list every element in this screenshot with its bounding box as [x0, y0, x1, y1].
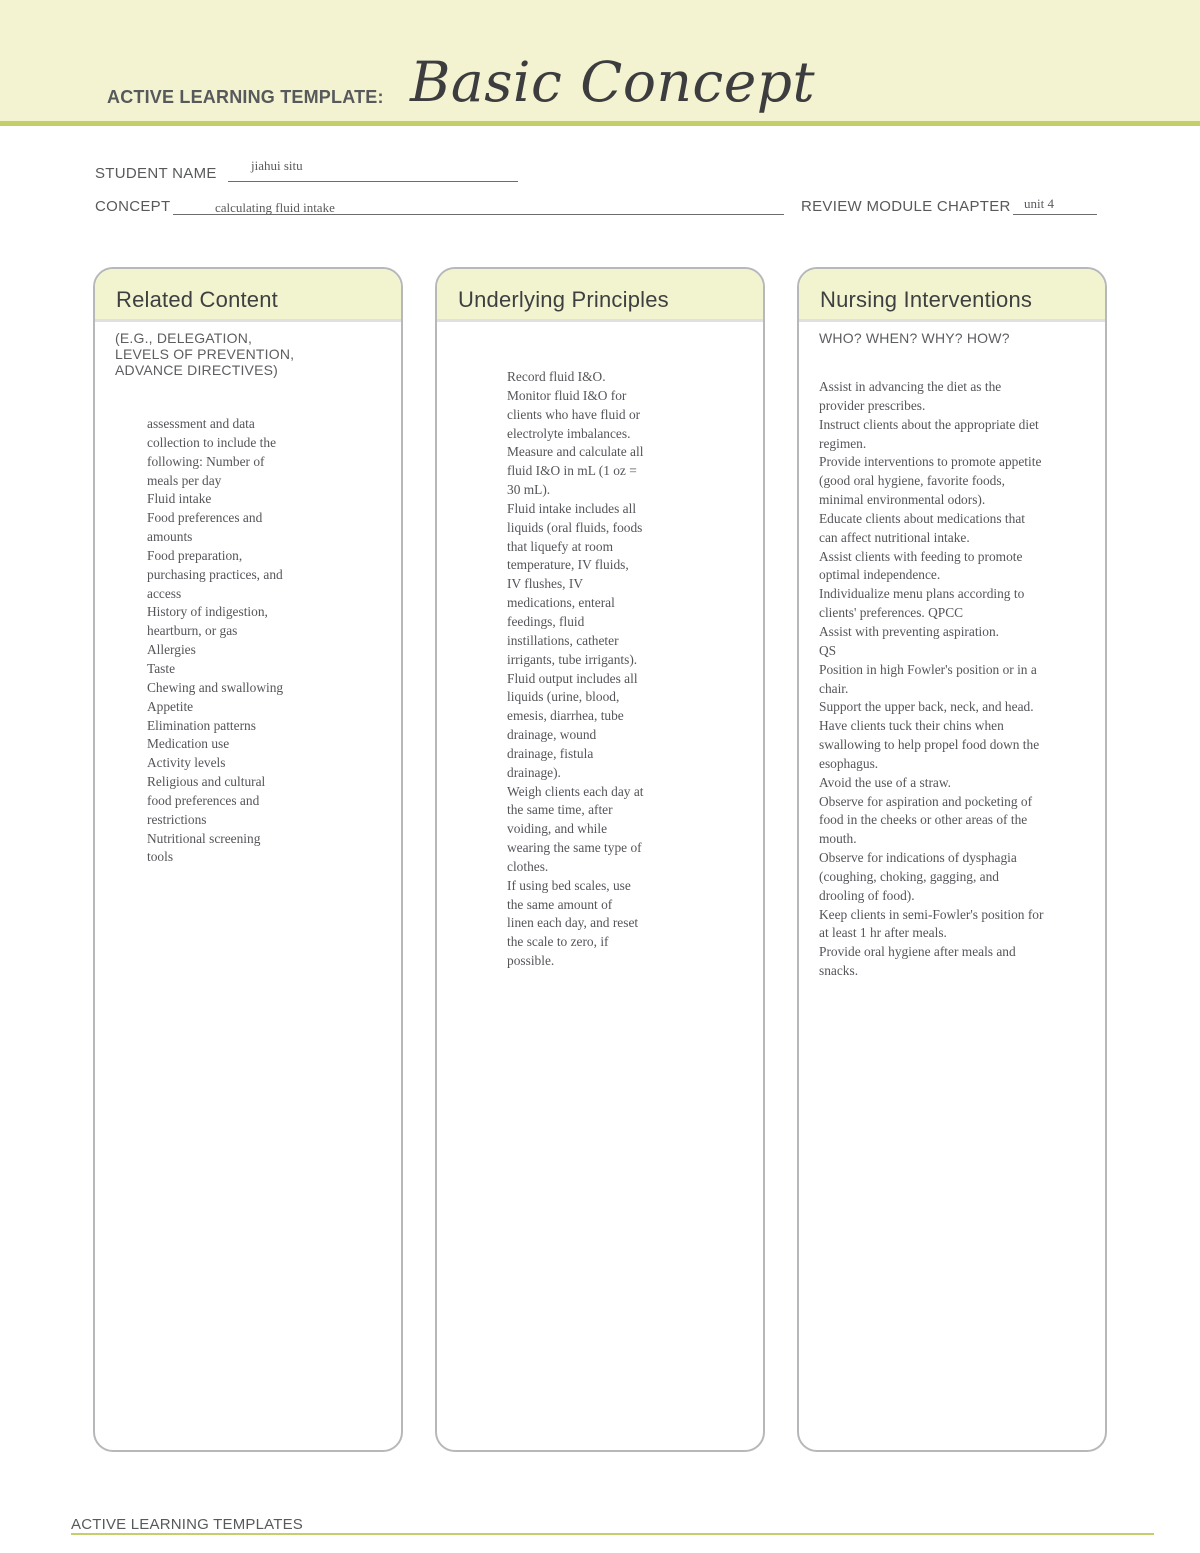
- text-line: esophagus.: [819, 755, 879, 771]
- text-line: emesis, diarrhea, tube: [507, 708, 624, 724]
- text-line: instillations, catheter: [507, 632, 619, 648]
- text-line: clothes.: [507, 858, 549, 874]
- related-content-text[interactable]: [147, 415, 283, 867]
- text-line: tools: [147, 849, 174, 865]
- text-line: Provide oral hygiene after meals and: [819, 944, 1016, 960]
- text-line: liquids (urine, blood,: [507, 689, 620, 705]
- text-line: Religious and cultural: [147, 774, 266, 790]
- text-line: meals per day: [147, 472, 222, 488]
- text-line: mouth.: [819, 831, 857, 847]
- concept-label: CONCEPT: [95, 198, 171, 215]
- text-line: Weigh clients each day at: [507, 783, 644, 799]
- text-line: Fluid output includes all: [507, 670, 638, 686]
- text-line: swallowing to help propel food down the: [819, 737, 1040, 753]
- text-line: Observe for indications of dysphagia: [819, 850, 1017, 866]
- text-line: Educate clients about medications that: [819, 510, 1025, 526]
- text-line: purchasing practices, and: [147, 566, 283, 582]
- text-line: liquids (oral fluids, foods: [507, 519, 643, 535]
- text-line: Assist in advancing the diet as the: [819, 379, 1002, 394]
- text-line: Assist with preventing aspiration.: [819, 623, 1000, 639]
- text-line: drooling of food).: [819, 887, 915, 903]
- text-line: clients who have fluid or: [507, 406, 641, 422]
- text-line: Assist clients with feeding to promote: [819, 548, 1023, 564]
- text-line: IV flushes, IV: [507, 576, 583, 592]
- text-line: Allergies: [147, 642, 196, 658]
- text-line: drainage, fistula: [507, 745, 594, 761]
- text-line: Individualize menu plans according to: [819, 586, 1025, 602]
- text-line: food in the cheeks or other areas of the: [819, 812, 1028, 828]
- text-line: Chewing and swallowing: [147, 679, 284, 695]
- text-line: restrictions: [147, 811, 207, 827]
- nursing-interventions-subtitle: WHO? WHEN? WHY? HOW?: [819, 330, 1010, 346]
- text-line: (good oral hygiene, favorite foods,: [819, 473, 1005, 489]
- underlying-principles-text[interactable]: [507, 368, 644, 971]
- text-line: If using bed scales, use: [507, 877, 631, 893]
- header-rule: [0, 121, 1200, 126]
- text-line: possible.: [507, 953, 555, 969]
- nursing-interventions-header: [799, 269, 1105, 322]
- text-line: drainage).: [507, 764, 561, 780]
- text-line: Fluid intake includes all: [507, 500, 637, 516]
- text-line: (coughing, choking, gagging, and: [819, 868, 999, 884]
- text-line: can affect nutritional intake.: [819, 529, 970, 545]
- text-line: Food preferences and: [147, 510, 263, 526]
- text-line: optimal independence.: [819, 567, 941, 583]
- related-content-panel: [93, 267, 403, 1452]
- text-line: provider prescribes.: [819, 397, 926, 413]
- text-line: the same amount of: [507, 896, 613, 912]
- text-line: food preferences and: [147, 792, 260, 808]
- text-line: Medication use: [147, 736, 230, 752]
- text-line: Position in high Fowler's position or in a: [819, 661, 1037, 677]
- text-line: electrolyte imbalances.: [507, 425, 631, 441]
- text-line: temperature, IV fluids,: [507, 557, 629, 573]
- text-line: following: Number of: [147, 453, 265, 469]
- student-name-line: [228, 181, 518, 182]
- text-line: Provide interventions to promote appetite: [819, 454, 1042, 470]
- text-line: snacks.: [819, 963, 859, 979]
- text-line: Measure and calculate all: [507, 444, 644, 460]
- related-content-header: [95, 269, 401, 322]
- text-line: Instruct clients about the appropriate diet: [819, 416, 1039, 432]
- text-line: Fluid intake: [147, 491, 212, 507]
- text-line: linen each day, and reset: [507, 915, 639, 931]
- nursing-interventions-title: Nursing Interventions: [820, 287, 1033, 312]
- subtitle-line: ADVANCE DIRECTIVES): [115, 362, 279, 378]
- text-line: Food preparation,: [147, 547, 243, 563]
- underlying-principles-header: [437, 269, 763, 322]
- student-name-value[interactable]: jiahui situ: [251, 158, 303, 173]
- student-name-label: STUDENT NAME: [95, 165, 217, 182]
- related-content-subtitle: [115, 330, 294, 378]
- text-line: fluid I&O in mL (1 oz =: [507, 463, 637, 479]
- text-line: 30 mL).: [507, 482, 551, 498]
- text-line: irrigants, tube irrigants).: [507, 651, 638, 667]
- text-line: collection to include the: [147, 434, 277, 450]
- text-line: Monitor fluid I&O for: [507, 387, 627, 403]
- related-content-title: Related Content: [116, 287, 278, 312]
- text-line: Have clients tuck their chins when: [819, 718, 1004, 734]
- text-line: Appetite: [147, 698, 194, 714]
- text-line: heartburn, or gas: [147, 623, 238, 639]
- text-line: chair.: [819, 680, 849, 696]
- text-line: clients' preferences. QPCC: [819, 605, 964, 621]
- review-module-label: REVIEW MODULE CHAPTER: [801, 198, 1011, 215]
- text-line: Nutritional screening: [147, 830, 261, 846]
- footer-rule: [71, 1533, 1154, 1535]
- text-line: the scale to zero, if: [507, 934, 609, 950]
- review-module-line: [1013, 214, 1097, 215]
- subtitle-line: LEVELS OF PREVENTION,: [115, 346, 295, 362]
- text-line: drainage, wound: [507, 727, 597, 743]
- text-line: regimen.: [819, 435, 867, 451]
- text-line: medications, enteral: [507, 595, 615, 611]
- text-line: access: [147, 585, 182, 601]
- text-line: QS: [819, 642, 837, 658]
- subtitle-line: (E.G., DELEGATION,: [115, 330, 253, 346]
- text-line: wearing the same type of: [507, 840, 642, 856]
- text-line: that liquefy at room: [507, 538, 613, 554]
- text-line: Activity levels: [147, 755, 226, 771]
- template-title: Basic Concept: [410, 50, 816, 114]
- text-line: voiding, and while: [507, 821, 608, 837]
- text-line: Observe for aspiration and pocketing of: [819, 793, 1033, 809]
- nursing-interventions-text[interactable]: [819, 378, 1043, 981]
- text-line: minimal environmental odors).: [819, 492, 986, 508]
- text-line: Keep clients in semi-Fowler's position for: [819, 906, 1044, 922]
- underlying-principles-title: Underlying Principles: [458, 287, 669, 312]
- text-line: feedings, fluid: [507, 613, 585, 629]
- underlying-principles-panel: [435, 267, 765, 1452]
- nursing-interventions-panel: [797, 267, 1107, 1452]
- concept-value[interactable]: calculating fluid intake: [215, 200, 335, 215]
- text-line: at least 1 hr after meals.: [819, 925, 947, 941]
- text-line: the same time, after: [507, 802, 613, 818]
- text-line: Avoid the use of a straw.: [819, 774, 952, 790]
- template-label: ACTIVE LEARNING TEMPLATE:: [107, 87, 384, 107]
- text-line: amounts: [147, 529, 193, 545]
- text-line: History of indigestion,: [147, 604, 268, 620]
- footer-label: ACTIVE LEARNING TEMPLATES: [71, 1516, 303, 1533]
- text-line: Support the upper back, neck, and head.: [819, 699, 1034, 715]
- text-line: Taste: [147, 660, 176, 676]
- text-line: Elimination patterns: [147, 717, 256, 733]
- text-line: Record fluid I&O.: [507, 369, 606, 384]
- text-line: assessment and data: [147, 416, 255, 431]
- review-module-value[interactable]: unit 4: [1024, 196, 1054, 211]
